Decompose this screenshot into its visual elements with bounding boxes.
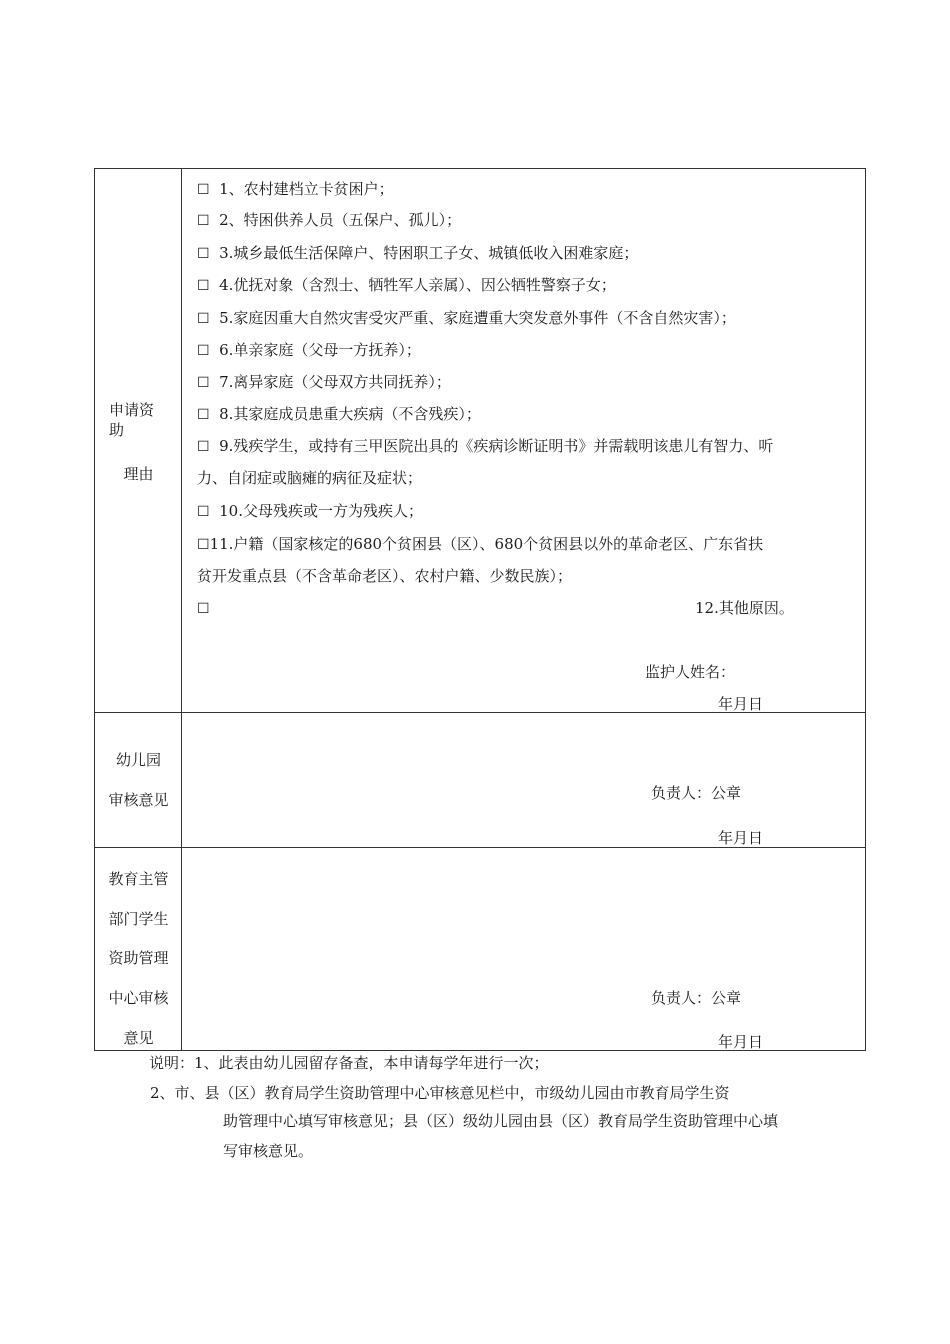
kindergarten-review-row (95, 713, 865, 848)
edu-date-label: 年月日 (718, 1033, 764, 1051)
reason-item-11[interactable] (197, 535, 763, 554)
note-line-3: 助管理中心填写审核意见；县（区）级幼儿园由县（区）教育局学生资助管理中心填 (223, 1112, 779, 1130)
edu-label-line4: 中心审核 (108, 989, 169, 1007)
checkbox-icon[interactable]: ☐ (197, 375, 210, 391)
reasons-date-label: 年月日 (718, 695, 764, 713)
checkbox-icon[interactable]: ☐ (197, 439, 210, 455)
reasons-content-cell (182, 169, 865, 712)
kindergarten-label-line1: 幼儿园 (115, 751, 161, 769)
kindergarten-label-line2: 审核意见 (108, 791, 169, 809)
guardian-name-label: 监护人姓名： (645, 663, 736, 681)
reason-item-6[interactable] (197, 341, 421, 360)
reason-text: 3.城乡最低生活保障户、特困职工子女、城镇低收入困难家庭； (219, 244, 639, 262)
reason-item-3[interactable] (197, 244, 638, 263)
reasons-label-cell (95, 169, 182, 712)
checkbox-icon[interactable]: ☐ (197, 537, 210, 553)
reason-item-1[interactable] (197, 180, 394, 199)
edu-review-row (95, 848, 865, 1051)
reason-item-5[interactable] (197, 309, 736, 328)
reason-text: 6.单亲家庭（父母一方抚养）； (219, 341, 421, 359)
reason-item-9[interactable] (197, 437, 773, 456)
reasons-label-line2: 助 (109, 421, 125, 439)
kindergarten-responsible-label: 负责人：公章 (651, 784, 742, 802)
reason-text: 9.残疾学生，或持有三甲医院出具的《疾病诊断证明书》并需载明该患儿有智力、听 (219, 437, 774, 455)
checkbox-icon[interactable]: ☐ (197, 278, 210, 294)
reason-item-10[interactable] (197, 502, 423, 521)
reason-item-12-text: 12.其他原因。 (695, 599, 794, 617)
reason-text: 4.优抚对象（含烈士、牺牲军人亲属）、因公牺牲警察子女； (219, 276, 616, 294)
reason-text: 5.家庭因重大自然灾害受灾严重、家庭遭重大突发意外事件（不含自然灾害）； (219, 309, 736, 327)
note-line-4: 写审核意见。 (223, 1142, 314, 1160)
reason-item-9-continued: 力、自闭症或脑瘫的病征及症状； (197, 469, 423, 487)
kindergarten-label-cell (95, 713, 182, 847)
checkbox-icon[interactable]: ☐ (197, 343, 210, 359)
kindergarten-date-label: 年月日 (718, 829, 764, 847)
reason-text: 11.户籍（国家核定的680个贫困县（区）、680个贫困县以外的革命老区、广东省扶 (209, 535, 764, 553)
kindergarten-content-cell[interactable] (182, 713, 865, 847)
edu-label-line2: 部门学生 (108, 910, 169, 928)
reason-item-8[interactable] (197, 405, 481, 424)
edu-label-line5: 意见 (123, 1029, 154, 1047)
checkbox-icon[interactable]: ☐ (197, 246, 210, 262)
checkbox-icon[interactable]: ☐ (197, 601, 210, 617)
reason-text: 10.父母残疾或一方为残疾人； (219, 502, 423, 520)
edu-label-cell (95, 848, 182, 1051)
checkbox-icon[interactable]: ☐ (197, 504, 210, 520)
reason-item-11-continued: 贫开发重点县（不含革命老区）、农村户籍、少数民族）； (197, 567, 573, 585)
reason-item-4[interactable] (197, 276, 616, 295)
reason-text: 1、农村建档立卡贫困户； (219, 180, 394, 198)
reasons-row (95, 169, 865, 713)
reason-item-2[interactable] (197, 211, 461, 230)
edu-label-line1: 教育主管 (108, 870, 169, 888)
edu-label-line3: 资助管理 (108, 949, 169, 967)
edu-content-cell[interactable] (182, 848, 865, 1051)
checkbox-icon[interactable]: ☐ (197, 213, 210, 229)
checkbox-icon[interactable]: ☐ (197, 311, 210, 327)
reason-item-7[interactable] (197, 373, 451, 392)
checkbox-icon[interactable]: ☐ (197, 407, 210, 423)
reason-item-12-checkbox[interactable] (197, 599, 210, 618)
edu-responsible-label: 负责人：公章 (651, 989, 742, 1007)
reason-text: 7.离异家庭（父母双方共同抚养）； (219, 373, 451, 391)
reason-text: 2、特困供养人员（五保户、孤儿）； (219, 211, 462, 229)
reasons-label-line3: 理由 (123, 465, 154, 483)
application-form-table (94, 168, 866, 1051)
checkbox-icon[interactable]: ☐ (197, 182, 210, 198)
note-line-1: 说明：1、此表由幼儿园留存备查，本申请每学年进行一次； (149, 1054, 549, 1072)
note-line-2: 2、市、县（区）教育局学生资助管理中心审核意见栏中，市级幼儿园由市教育局学生资 (150, 1084, 730, 1102)
reason-text: 8.其家庭成员患重大疾病（不含残疾）； (219, 405, 481, 423)
reasons-label-line1: 申请资 (109, 401, 155, 419)
